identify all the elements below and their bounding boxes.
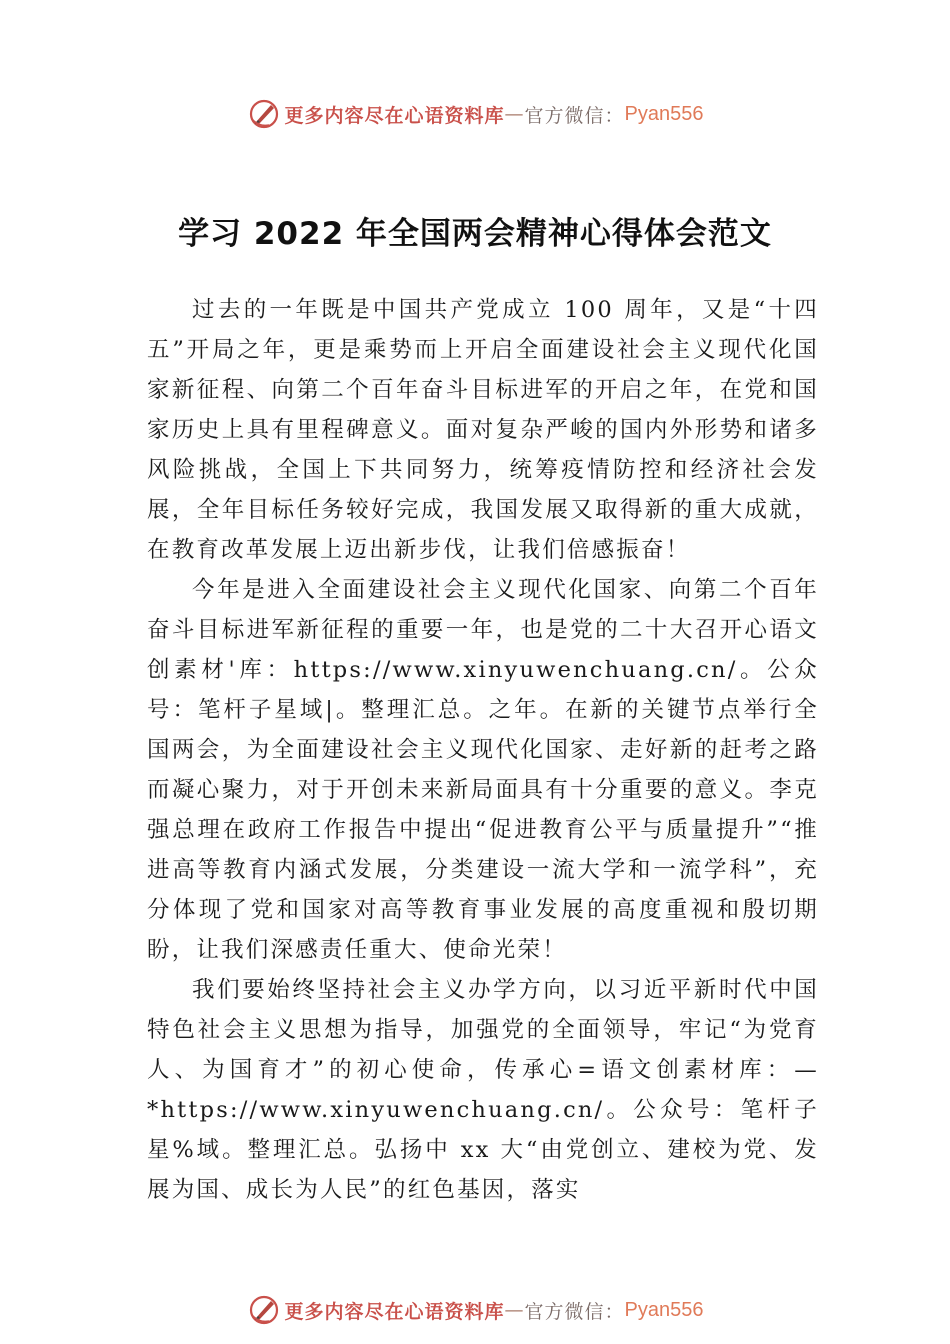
- body-paragraph-1: 过去的一年既是中国共产党成立 100 周年，又是“十四五”开局之年，更是乘势而上开启全面建设社会主义现代化国家新征程、向第二个百年奋斗目标进军的开启之年，在党和国家历史上具有里程碑意义。面对复杂严峻的国内外形势和诸多风险挑战，全国上下共同努力，统筹疫情防控和经济社会发展，全年目标任务较好完成，我国发展又取得新的重大成就，在教育改革发展上迈出新步伐，让我们倍感振奋！: [147, 297, 819, 563]
- banner-label-text: 官方微信：: [524, 1300, 625, 1323]
- document-title: 学习 2022 年全国两会精神心得体会范文: [178, 216, 772, 252]
- writing-quill-logo-icon: [247, 97, 281, 131]
- banner-dash: —: [504, 1299, 525, 1321]
- banner-dash: —: [504, 103, 525, 125]
- body-paragraph-2: 今年是进入全面建设社会主义现代化国家、向第二个百年奋斗目标进军新征程的重要一年，也是党的二十大召开心语文创素材'库：https://www.xinyuwenchuang.cn/。公众号：笔杆子星域|。整理汇总。之年。在新的关键节点举行全国两会，为全面建设社会主义现代化国家、走好新的赶考之路而凝心聚力，对于开创未来新局面具有十分重要的意义。李克强总理在政府工作报告中提出“促进教育公平与质量提升”“推进高等教育内涵式发展，分类建设一流大学和一流学科”，充分体现了党和国家对高等教育事业发展的高度重视和殷切期盼，让我们深感责任重大、使命光荣！: [147, 577, 819, 963]
- body-paragraph-3: 我们要始终坚持社会主义办学方向，以习近平新时代中国特色社会主义思想为指导，加强党的全面领导，牢记“为党育人、为国育才”的初心使命，传承心=语文创素材库：—*https://www.xinyuwenchuang.cn/。公众号：笔杆子星%域。整理汇总。弘扬中 xx 大“由党创立、建校为党、发展为国、成长为人民”的红色基因，落实: [147, 977, 819, 1203]
- writing-quill-logo-icon: [247, 1293, 281, 1327]
- banner-brand-text: 更多内容尽在心语资料库: [284, 104, 505, 127]
- banner-brand-text: 更多内容尽在心语资料库: [284, 1300, 505, 1323]
- header-watermark-banner: [0, 94, 950, 134]
- footer-watermark-banner: [0, 1290, 950, 1330]
- banner-label-text: 官方微信：: [524, 104, 625, 127]
- banner-handle-text: Pyan556: [624, 1298, 704, 1321]
- document-body: [147, 290, 819, 1210]
- banner-handle-text: Pyan556: [624, 102, 704, 125]
